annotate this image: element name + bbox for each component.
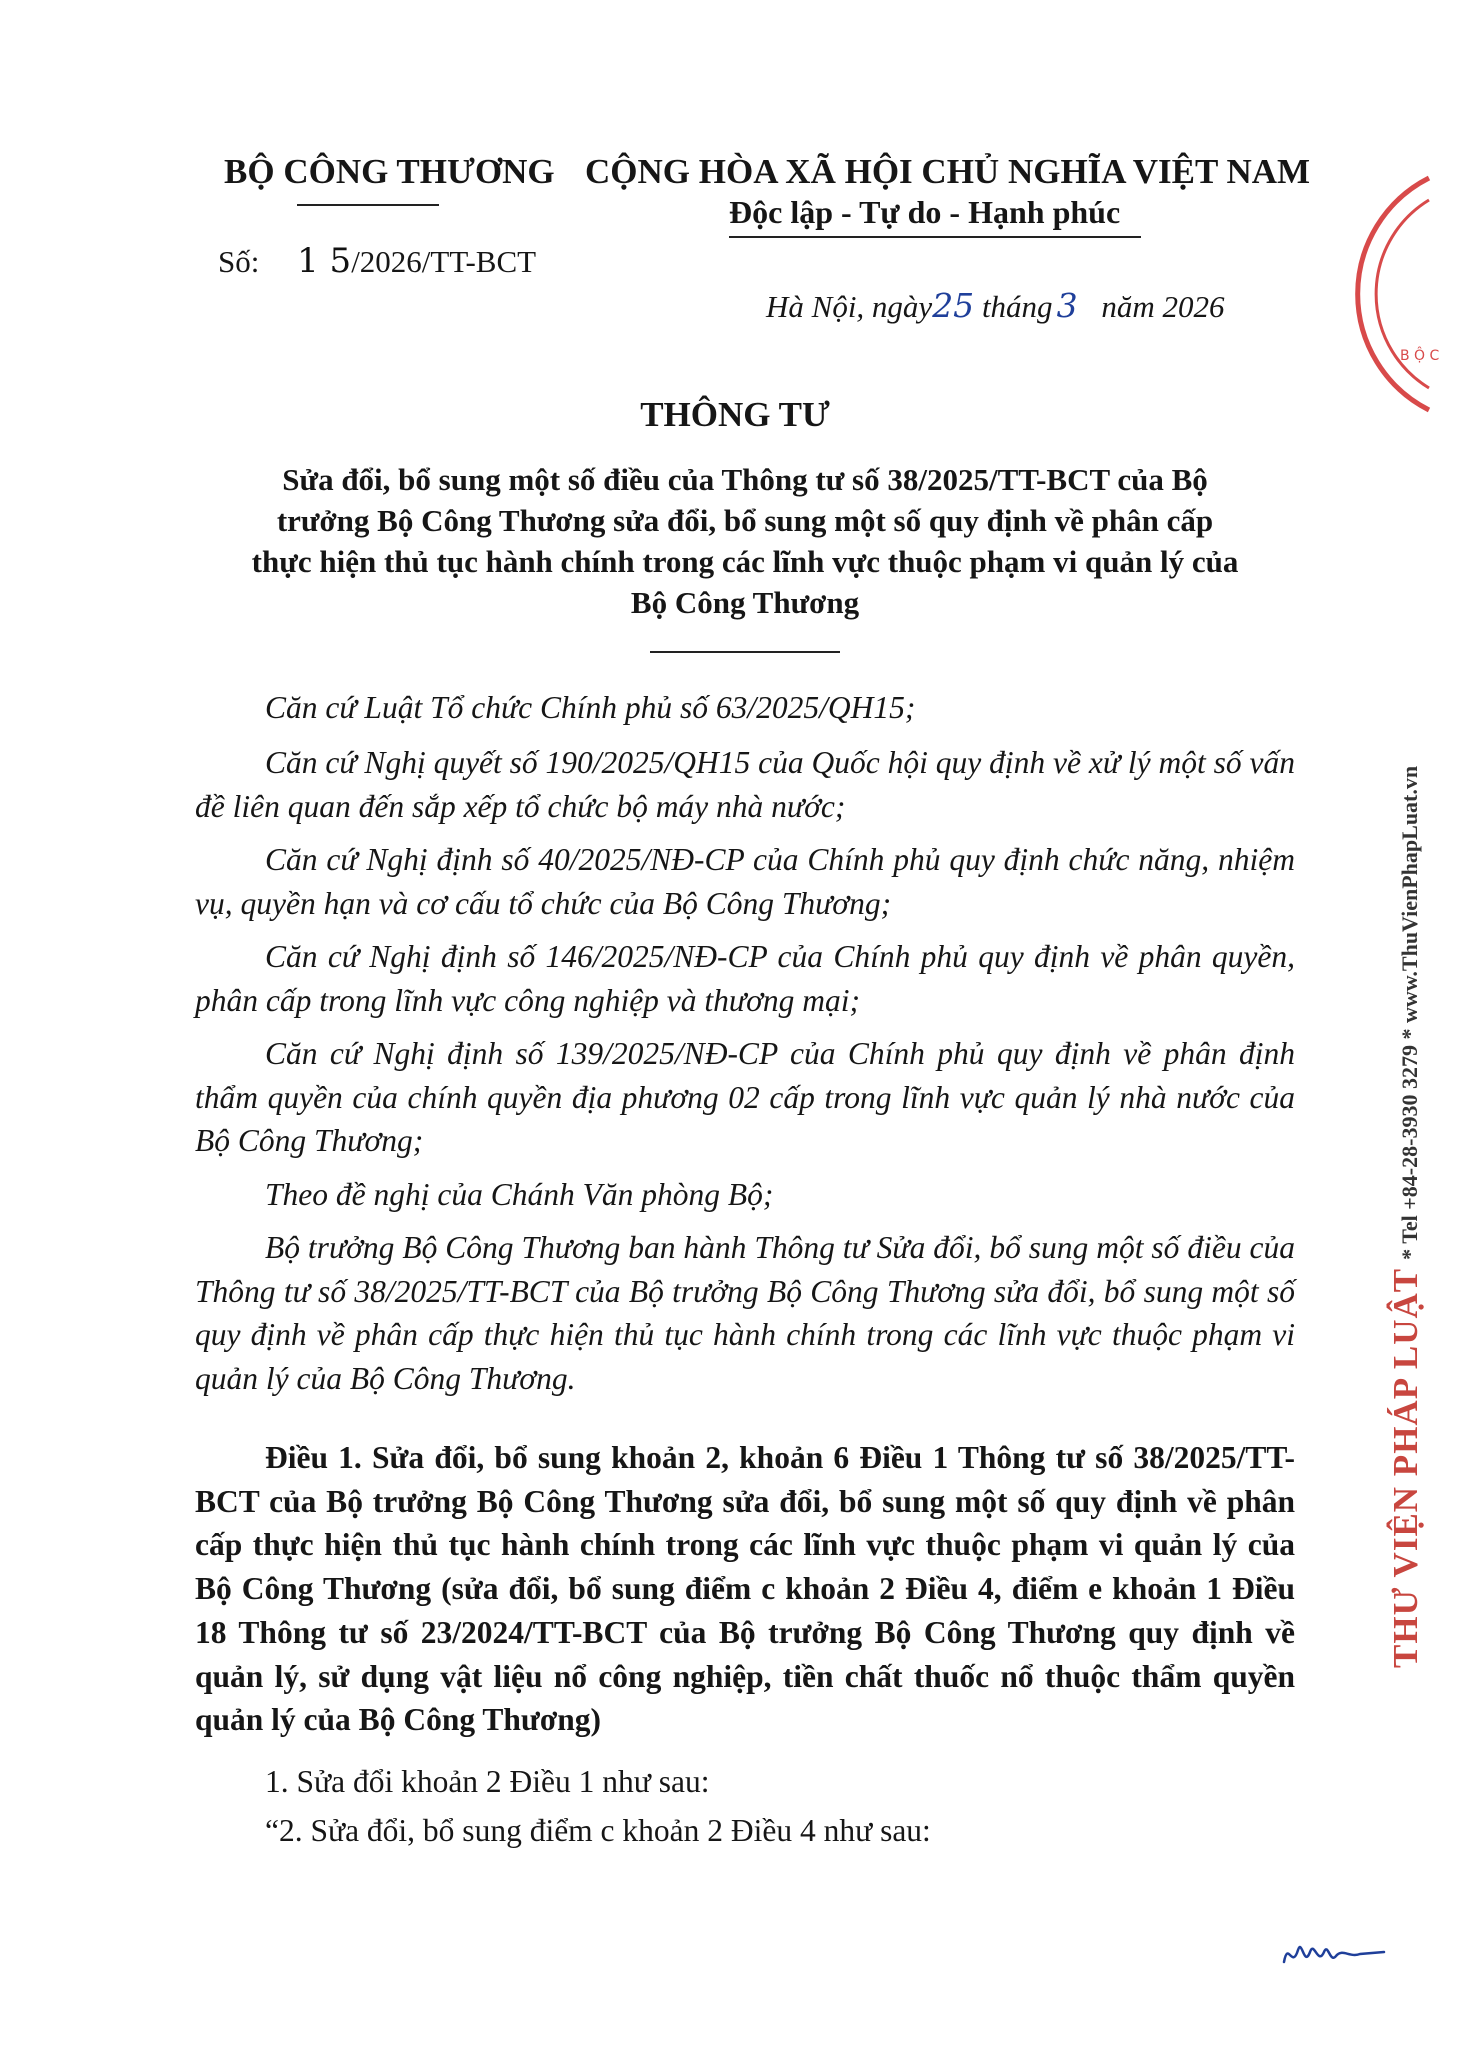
article-1-heading: Điều 1. Sửa đổi, bổ sung khoản 2, khoản 6 Điều 1 Thông tư số 38/2025/TT-BCT của Bộ trưởng Bộ Công Thương sửa đổi, bổ sung một số quy định về phân cấp thực hiện thủ tục hành chính trong các lĩnh vực thuộc phạm vi quản lý của Bộ Công Thương (sửa đổi, bổ sung điểm c khoản 2 Điều 4, điểm e khoản 1 Điều 18 Thông tư số 23/2024/TT-BCT của Bộ trưởng Bộ Công Thương quy định về quản lý, sử dụng vật liệu nổ công nghiệp, tiền chất thuốc nổ thuộc thẩm quyền quản lý của Bộ Công Thương) <box>195 1440 1295 1738</box>
date-place-prefix: Hà Nội, ngày <box>766 289 933 324</box>
reference-suffix: /2026/TT-BCT <box>351 244 537 279</box>
nation-name: CỘNG HÒA XÃ HỘI CHỦ NGHĨA VIỆT NAM <box>585 152 1311 191</box>
initials-signature <box>1280 1930 1390 1980</box>
summary-line: thực hiện thủ tục hành chính trong các lĩnh vực thuộc phạm vi quản lý của <box>251 544 1239 579</box>
summary-line: trưởng Bộ Công Thương sửa đổi, bổ sung một số quy định về phân cấp <box>276 503 1214 538</box>
issuing-agency: BỘ CÔNG THƯƠNG <box>224 152 555 191</box>
watermark-brand: THƯ VIỆN PHÁP LUẬT <box>1386 1267 1425 1668</box>
preamble-line: Căn cứ Luật Tổ chức Chính phủ số 63/2025/QH15; <box>265 690 916 725</box>
article-1-clause-2: “2. Sửa đổi, bổ sung điểm c khoản 2 Điều 4 như sau: <box>265 1813 931 1848</box>
watermark-text <box>1386 766 1426 1668</box>
issuer-underline <box>297 204 439 206</box>
document-summary <box>190 459 1300 623</box>
reference-number <box>218 241 536 281</box>
document-type-title: THÔNG TƯ <box>640 395 830 434</box>
watermark-contact: * Tel +84-28-3930 3279 * www.ThuVienPhapLuat.vn <box>1397 765 1422 1260</box>
date-month-handwritten: 3 <box>1056 286 1078 325</box>
preamble-paragraph: Căn cứ Nghị định số 146/2025/NĐ-CP của Chính phủ quy định về phân quyền, phân cấp trong lĩnh vực công nghiệp và thương mại; <box>195 939 1295 1018</box>
date-month-label: tháng <box>981 289 1053 324</box>
national-motto: Độc lập - Tự do - Hạnh phúc <box>729 194 1121 230</box>
preamble-paragraph: Căn cứ Nghị quyết số 190/2025/QH15 của Quốc hội quy định về xử lý một số vấn đề liên quan đến sắp xếp tổ chức bộ máy nhà nước; <box>195 745 1295 824</box>
preamble-paragraph: Căn cứ Nghị định số 40/2025/NĐ-CP của Chính phủ quy định chức năng, nhiệm vụ, quyền hạn và cơ cấu tổ chức của Bộ Công Thương; <box>195 842 1295 921</box>
date-day-handwritten: 25 <box>932 286 975 325</box>
issue-date <box>766 286 1224 325</box>
preamble-line: Theo đề nghị của Chánh Văn phòng Bộ; <box>265 1177 774 1212</box>
title-divider <box>650 651 840 653</box>
preamble-paragraph: Căn cứ Nghị định số 139/2025/NĐ-CP của Chính phủ quy định về phân định thẩm quyền của chính quyền địa phương 02 cấp trong lĩnh vực quản lý nhà nước của Bộ Công Thương; <box>195 1036 1295 1158</box>
svg-text:B Ộ C: B Ộ C <box>1400 348 1440 364</box>
official-seal-fragment <box>1370 160 1440 420</box>
reference-handwritten-number: 1 5 <box>297 241 352 281</box>
date-year: năm 2026 <box>1101 289 1225 324</box>
article-1-clause-1: 1. Sửa đổi khoản 2 Điều 1 như sau: <box>265 1764 710 1799</box>
motto-underline <box>729 236 1141 238</box>
summary-line: Bộ Công Thương <box>630 585 860 620</box>
preamble-enactment: Bộ trưởng Bộ Công Thương ban hành Thông tư Sửa đổi, bổ sung một số điều của Thông tư số 38/2025/TT-BCT của Bộ trưởng Bộ Công Thương sửa đổi, bổ sung một số quy định về phân cấp thực hiện thủ tục hành chính trong các lĩnh vực thuộc phạm vi quản lý của Bộ Công Thương. <box>195 1230 1295 1396</box>
summary-line: Sửa đổi, bổ sung một số điều của Thông tư số 38/2025/TT-BCT của Bộ <box>282 462 1208 497</box>
reference-label: Số: <box>218 244 260 279</box>
